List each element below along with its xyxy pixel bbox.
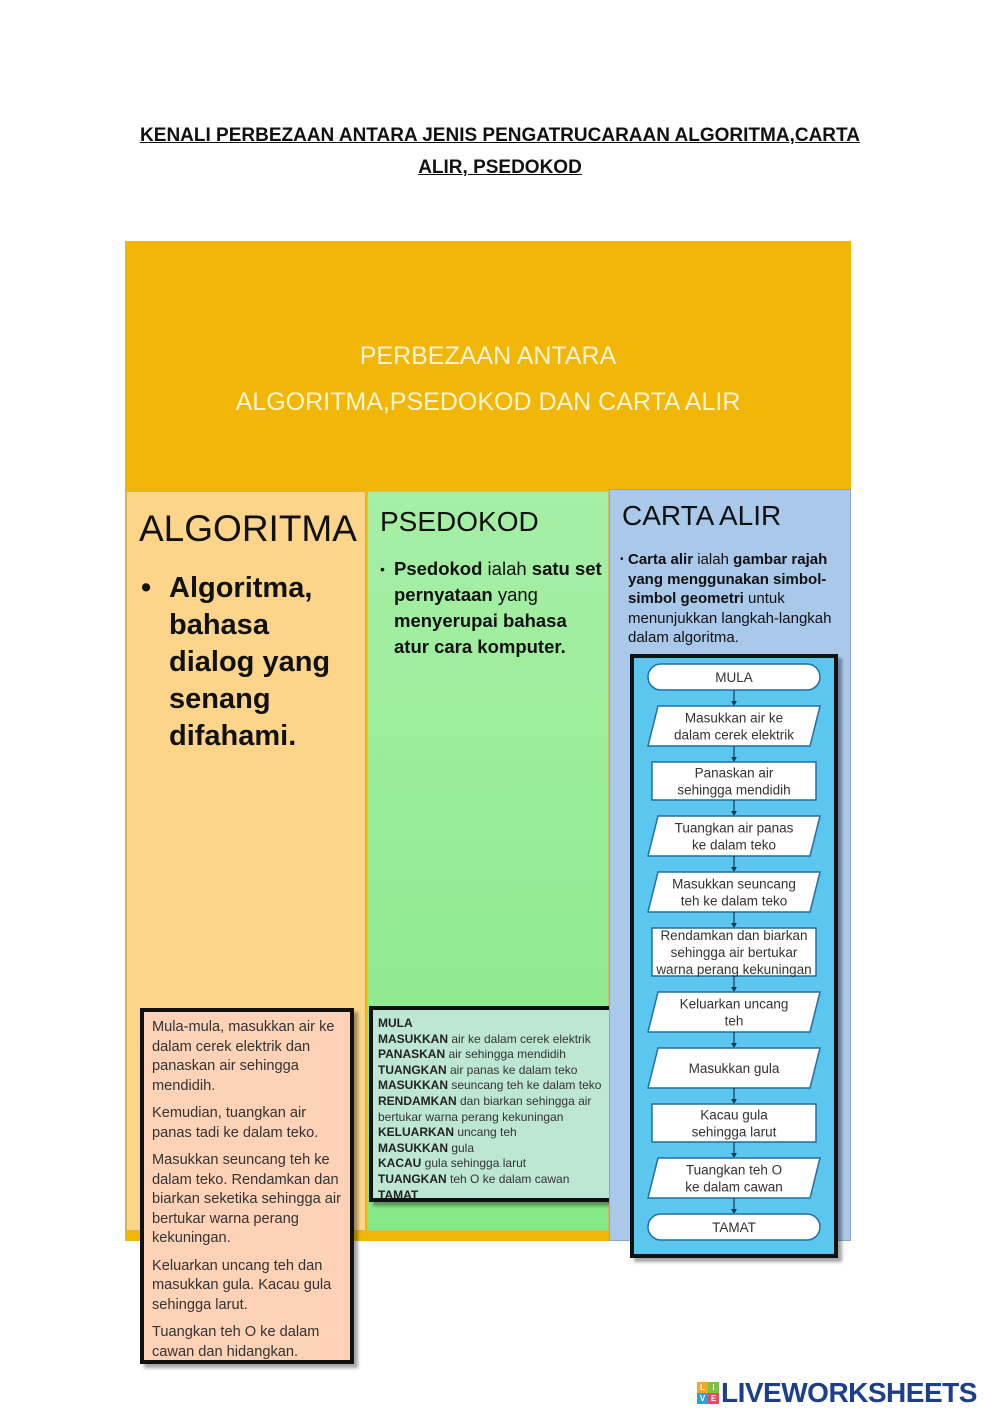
psedokod-line: [378, 1172, 616, 1188]
flowchart-step-label: Tuangkan teh O: [685, 1162, 783, 1178]
algoritma-definition: [141, 570, 359, 755]
carta-alir-heading: CARTA ALIR: [622, 500, 782, 531]
psedokod-line: [378, 1047, 616, 1063]
psedokod-keyword: PANASKAN: [378, 1047, 446, 1062]
flowchart-diagram: [634, 658, 834, 1254]
flowchart-step-label: warna perang kekuningan: [656, 962, 812, 977]
flowchart-step-label: MULA: [715, 670, 753, 685]
flowchart-step-label: Masukkan gula: [688, 1061, 780, 1076]
document-title-line-2: ALIR, PSEDOKOD: [418, 157, 582, 178]
psedokod-line-text: teh O ke dalam cawan: [446, 1171, 570, 1186]
flowchart-step-label: Panaskan air: [694, 765, 774, 781]
flowchart-step-label: sehingga mendidih: [677, 782, 791, 798]
logo-mark-letter: V: [697, 1393, 708, 1404]
definition-bold: satu set pernyataan: [394, 558, 602, 605]
document-title: [100, 120, 900, 184]
definition-normal: untuk menunjukkan langkah-langkah dalam algoritma.: [628, 590, 832, 646]
flowchart-step-label: dalam cerek elektrik: [673, 727, 795, 743]
psedokod-line-text: dan biarkan sehingga air bertukar warna perang kekuningan: [378, 1093, 592, 1124]
algoritma-step: Mula-mula, masukkan air ke dalam cerek elektrik dan panaskan air sehingga mendidih.: [152, 1019, 335, 1094]
flowchart-step-label: Rendamkan dan biarkan: [660, 928, 808, 943]
bullet-dot: •: [141, 572, 152, 604]
definition-normal: ialah: [482, 558, 532, 579]
flowchart-step-label: teh ke dalam teko: [680, 893, 788, 909]
flowchart-step-label: Masukkan air ke: [684, 710, 784, 726]
flowchart-step-label: TAMAT: [712, 1220, 756, 1235]
liveworksheets-logo: [697, 1378, 977, 1408]
algoritma-step: Keluarkan uncang teh dan masukkan gula. Kacau gula sehingga larut.: [152, 1257, 332, 1313]
psedokod-line: [378, 1156, 616, 1172]
algoritma-step: Masukkan seuncang teh ke dalam teko. Rendamkan dan biarkan seketika sehingga air bertukar warna perang kekuningan.: [152, 1152, 342, 1246]
psedokod-line-text: uncang teh: [454, 1125, 517, 1140]
psedokod-keyword: TUANGKAN: [378, 1062, 447, 1077]
definition-bold: gambar rajah yang menggunakan simbol-simbol geometri: [628, 551, 828, 607]
definition-bold: Psedokod: [394, 558, 483, 579]
flowchart-box: [630, 654, 838, 1258]
psedokod-keyword: MULA: [378, 1016, 413, 1030]
psedokod-keyword: RENDAMKAN: [378, 1093, 457, 1108]
definition-normal: yang: [492, 584, 538, 605]
psedokod-line: [378, 1188, 616, 1202]
flowchart-step-label: ke dalam teko: [691, 837, 777, 853]
logo-mark-letter: L: [697, 1382, 708, 1393]
psedokod-line: [378, 1141, 616, 1157]
psedokod-heading: PSEDOKOD: [380, 506, 539, 537]
logo-text: LIVEWORKSHEETS: [721, 1377, 977, 1408]
psedokod-line-text: gula: [448, 1140, 475, 1155]
psedokod-line: [378, 1032, 616, 1048]
logo-mark-letter: I: [708, 1382, 719, 1393]
logo-mark-letter: E: [708, 1393, 719, 1404]
psedokod-definition: [380, 556, 604, 660]
psedokod-line-text: air ke dalam cerek elektrik: [448, 1031, 591, 1046]
psedokod-keyword: KACAU: [378, 1156, 422, 1171]
psedokod-line-text: air sehingga mendidih: [445, 1047, 566, 1062]
psedokod-keyword: KELUARKAN: [378, 1125, 454, 1140]
flowchart-step-label: Tuangkan air panas: [674, 820, 794, 836]
algoritma-step: Kemudian, tuangkan air panas tadi ke dalam teko.: [152, 1105, 319, 1141]
psedokod-keyword: TAMAT: [378, 1187, 419, 1202]
flowchart-step-label: sehingga air bertukar: [670, 945, 798, 960]
algoritma-definition-text: Algoritma, bahasa dialog yang senang difahami.: [169, 572, 331, 752]
poster-banner: [125, 333, 851, 425]
psedokod-line-text: gula sehingga larut: [421, 1156, 527, 1171]
definition-normal: ialah: [693, 551, 734, 568]
logo-mark-icon: [697, 1382, 719, 1404]
definition-bold: menyerupai bahasa atur cara komputer.: [394, 610, 567, 657]
carta-alir-definition: [620, 550, 846, 648]
bullet-dot: •: [620, 554, 624, 565]
algoritma-step: Tuangkan teh O ke dalam cawan dan hidangkan.: [152, 1324, 320, 1360]
definition-bold: Carta alir: [628, 551, 694, 568]
psedokod-keyword: MASUKKAN: [378, 1031, 448, 1046]
flowchart-step-label: Masukkan seuncang: [672, 876, 796, 892]
psedokod-keyword: MASUKKAN: [378, 1140, 448, 1155]
psedokod-column: [367, 491, 609, 1231]
banner-line-1: PERBEZAAN ANTARA: [359, 342, 617, 370]
psedokod-keyword: MASUKKAN: [378, 1078, 448, 1093]
document-title-line-1: KENALI PERBEZAAN ANTARA JENIS PENGATRUCARAAN ALGORITMA,CARTA: [140, 125, 860, 146]
psedokod-line-text: air panas ke dalam teko: [446, 1062, 578, 1077]
carta-alir-column: [609, 489, 851, 1241]
algoritma-column: [126, 491, 366, 1360]
flowchart-step-label: Kacau gula: [700, 1107, 768, 1123]
algoritma-heading: ALGORITMA: [139, 508, 357, 549]
flowchart-step-label: teh: [724, 1013, 744, 1029]
flowchart-step-label: sehingga larut: [691, 1124, 777, 1140]
psedokod-line: [378, 1078, 616, 1094]
flowchart-step-label: ke dalam cawan: [685, 1179, 783, 1195]
psedokod-example-box: [369, 1006, 625, 1202]
psedokod-line: [378, 1063, 616, 1079]
psedokod-keyword: TUANGKAN: [378, 1171, 447, 1186]
algoritma-example-box: [140, 1008, 354, 1364]
bullet-dot: •: [380, 561, 385, 577]
psedokod-line: [378, 1016, 616, 1032]
flowchart-step-label: Keluarkan uncang: [679, 996, 789, 1012]
banner-line-2: ALGORITMA,PSEDOKOD DAN CARTA ALIR: [235, 388, 741, 416]
comparison-poster: [125, 241, 851, 1360]
psedokod-line-text: seuncang teh ke dalam teko: [448, 1078, 602, 1093]
psedokod-line: [378, 1125, 616, 1141]
psedokod-line: [378, 1094, 616, 1125]
